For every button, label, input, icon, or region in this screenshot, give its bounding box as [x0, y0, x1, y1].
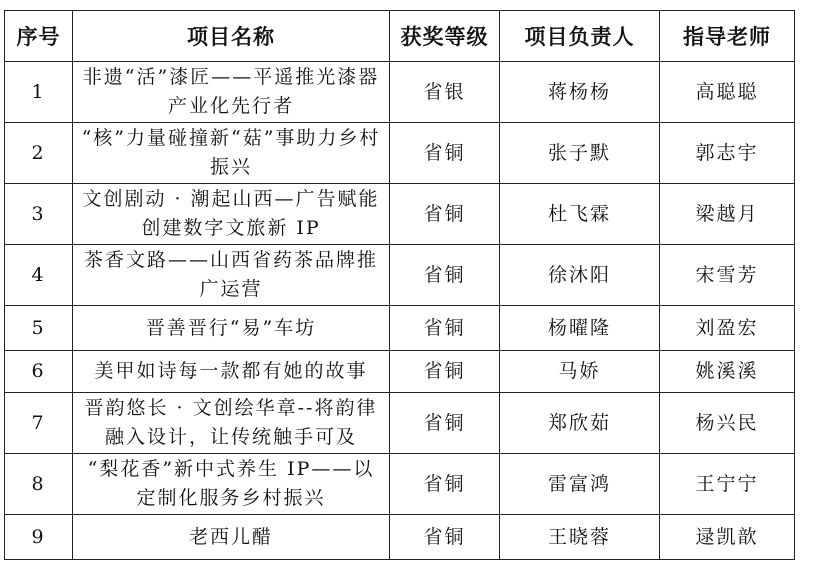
header-advisor: 指导老师 [660, 11, 795, 62]
cell-project-name: 晋韵悠长 · 文创绘华章--将韵律融入设计，让传统触手可及 [73, 393, 390, 454]
cell-award-level: 省铜 [390, 351, 500, 393]
cell-project-leader: 杨曜隆 [500, 306, 660, 351]
table-row [5, 123, 795, 184]
cell-project-name: “核”力量碰撞新“菇”事助力乡村振兴 [73, 123, 390, 184]
cell-project-leader: 王晓蓉 [500, 515, 660, 560]
cell-no: 1 [5, 62, 73, 123]
cell-advisor: 宋雪芳 [660, 245, 795, 306]
cell-no: 6 [5, 351, 73, 393]
cell-project-leader: 郑欣茹 [500, 393, 660, 454]
table-row [5, 184, 795, 245]
cell-no: 7 [5, 393, 73, 454]
table-header [5, 11, 795, 62]
table-body [5, 62, 795, 560]
cell-award-level: 省铜 [390, 306, 500, 351]
cell-advisor: 刘盈宏 [660, 306, 795, 351]
cell-award-level: 省铜 [390, 515, 500, 560]
cell-award-level: 省银 [390, 62, 500, 123]
cell-advisor: 王宁宁 [660, 454, 795, 515]
cell-no: 4 [5, 245, 73, 306]
cell-advisor: 高聪聪 [660, 62, 795, 123]
cell-award-level: 省铜 [390, 393, 500, 454]
header-award-level: 获奖等级 [390, 11, 500, 62]
cell-project-name: 文创剧动 · 潮起山西—广告赋能创建数字文旅新 IP [73, 184, 390, 245]
cell-project-leader: 蒋杨杨 [500, 62, 660, 123]
table-row [5, 306, 795, 351]
cell-award-level: 省铜 [390, 245, 500, 306]
cell-award-level: 省铜 [390, 454, 500, 515]
cell-advisor: 杨兴民 [660, 393, 795, 454]
cell-advisor: 姚溪溪 [660, 351, 795, 393]
table-row [5, 245, 795, 306]
cell-no: 5 [5, 306, 73, 351]
table-row [5, 393, 795, 454]
header-project-name: 项目名称 [73, 11, 390, 62]
cell-project-name: 美甲如诗每一款都有她的故事 [73, 351, 390, 393]
cell-project-name: 茶香文路——山西省药茶品牌推广运营 [73, 245, 390, 306]
header-no: 序号 [5, 11, 73, 62]
header-row [5, 11, 795, 62]
cell-project-name: 晋善晋行“易”车坊 [73, 306, 390, 351]
cell-project-leader: 徐沐阳 [500, 245, 660, 306]
table-row [5, 351, 795, 393]
cell-no: 2 [5, 123, 73, 184]
cell-project-leader: 张子默 [500, 123, 660, 184]
cell-project-name: 老西儿醋 [73, 515, 390, 560]
table-row [5, 62, 795, 123]
cell-project-leader: 雷富鸿 [500, 454, 660, 515]
cell-no: 9 [5, 515, 73, 560]
cell-project-leader: 杜飞霖 [500, 184, 660, 245]
cell-award-level: 省铜 [390, 123, 500, 184]
cell-project-name: 非遗“活”漆匠——平遥推光漆器产业化先行者 [73, 62, 390, 123]
cell-no: 3 [5, 184, 73, 245]
cell-advisor: 梁越月 [660, 184, 795, 245]
table-row [5, 515, 795, 560]
cell-project-name: “梨花香”新中式养生 IP——以定制化服务乡村振兴 [73, 454, 390, 515]
cell-advisor: 逯凯歆 [660, 515, 795, 560]
award-table [4, 10, 795, 560]
cell-project-leader: 马娇 [500, 351, 660, 393]
cell-award-level: 省铜 [390, 184, 500, 245]
cell-advisor: 郭志宇 [660, 123, 795, 184]
table-row [5, 454, 795, 515]
cell-no: 8 [5, 454, 73, 515]
header-project-leader: 项目负责人 [500, 11, 660, 62]
